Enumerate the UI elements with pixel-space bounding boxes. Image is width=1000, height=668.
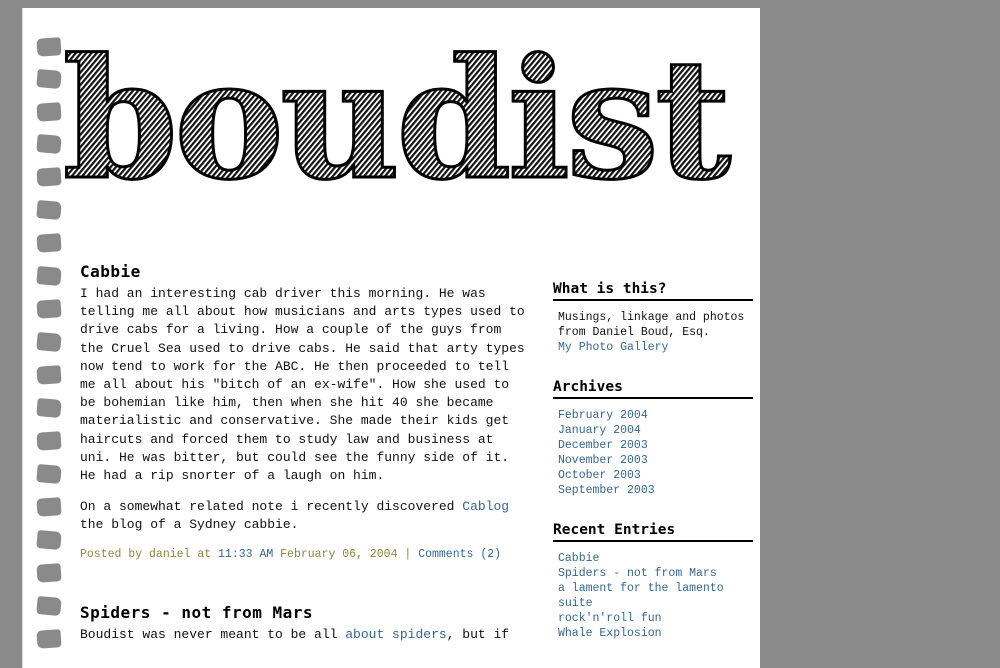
archive-link[interactable]: October 2003 [558,469,641,482]
archives-section [553,379,753,498]
archive-link[interactable]: November 2003 [558,454,648,467]
binder-hole [36,530,61,550]
list-item [558,626,753,641]
archives-heading: Archives [553,379,753,399]
recent-entries-section [553,522,753,641]
binder-hole [36,629,61,649]
binder-hole [36,266,61,286]
binder-hole [36,134,61,154]
svg-text:boudist: boudist [62,22,728,216]
recent-entry-link[interactable]: Cabbie [558,552,600,565]
about-spiders-link[interactable]: about spiders [345,626,447,642]
photo-gallery-link[interactable]: My Photo Gallery [558,341,669,354]
binder-hole [36,102,61,122]
separator: | [397,547,419,561]
archive-link[interactable]: December 2003 [558,439,648,452]
entry-title[interactable]: Spiders - not from Mars [80,602,314,622]
binder-hole [36,200,61,220]
binder-hole [36,563,61,583]
binder-hole [36,233,61,253]
binder-hole [36,167,61,187]
list-item [558,453,753,468]
list-item [558,581,753,611]
recent-entry-link[interactable]: Whale Explosion [558,627,662,640]
entry-text: Boudist was never meant to be all [80,626,346,642]
blog-entry [80,603,525,644]
list-item [558,483,753,498]
notebook-page [22,8,760,668]
entry-paragraph: I had an interesting cab driver this morning. He was telling me all about how musicians and arts types used to drive cabs for a living. How a couple of the guys from the Cruel Sea used to drive cabs. He said that arty types now tend to work for the ABC. He then proceeded to tell me all about his "bitch of an ex-wife". How she used to be bohemian like him, then when she hit 40 she became materialistic and conservative. She made their kids get haircuts and forced them to study law and business at uni. He was bitter, but could see the funny side of it. He had a rip snorter of a laugh on him. [80,286,525,484]
recent-entry-link[interactable]: Spiders - not from Mars [558,567,717,580]
list-item [558,423,753,438]
binder-hole [36,398,61,418]
boudist-logo-icon [62,22,728,216]
recent-entry-link[interactable]: rock'n'roll fun [558,612,662,625]
site-logo[interactable] [62,22,728,216]
binder-hole [36,365,61,385]
binder-hole [36,431,61,451]
entry-text: , but if [446,626,510,642]
post-date: February 06, 2004 [273,547,398,561]
entry-title[interactable]: Cabbie [80,262,141,281]
main-content [80,262,525,657]
entry-text: the blog of a Sydney cabbie. [80,517,299,533]
list-item [558,566,753,581]
entry-paragraph [80,626,525,644]
blog-entry [80,262,525,561]
archive-link[interactable]: September 2003 [558,484,655,497]
binder-hole [36,37,61,57]
binder-hole [36,69,61,89]
archive-link[interactable]: February 2004 [558,409,648,422]
list-item [558,468,753,483]
recent-entries-list [558,551,753,641]
about-description: Musings, linkage and photos from Daniel Boud, Esq. [558,311,745,339]
about-text [558,310,753,355]
list-item [558,438,753,453]
binder-hole [36,332,61,352]
binder-hole [36,299,61,319]
permalink-time[interactable]: 11:33 AM [218,547,274,561]
about-section [553,281,753,355]
list-item [558,408,753,423]
binder-hole [36,464,61,484]
entry-paragraph [80,498,525,534]
entry-text: On a somewhat related note i recently discovered [80,499,463,515]
comments-link[interactable]: Comments (2) [418,547,502,561]
recent-entry-link[interactable]: a lament for the lamento suite [558,582,724,610]
archive-link[interactable]: January 2004 [558,424,641,437]
recent-entries-heading: Recent Entries [553,522,753,542]
binder-hole [36,596,61,616]
archives-list [558,408,753,498]
posted-by-text: Posted by daniel at [80,547,219,561]
list-item [558,551,753,566]
entry-footer [80,548,525,561]
about-heading: What is this? [553,281,753,301]
list-item [558,611,753,626]
binder-hole [36,497,61,517]
sidebar [553,281,753,665]
cablog-link[interactable]: Cablog [462,499,510,515]
